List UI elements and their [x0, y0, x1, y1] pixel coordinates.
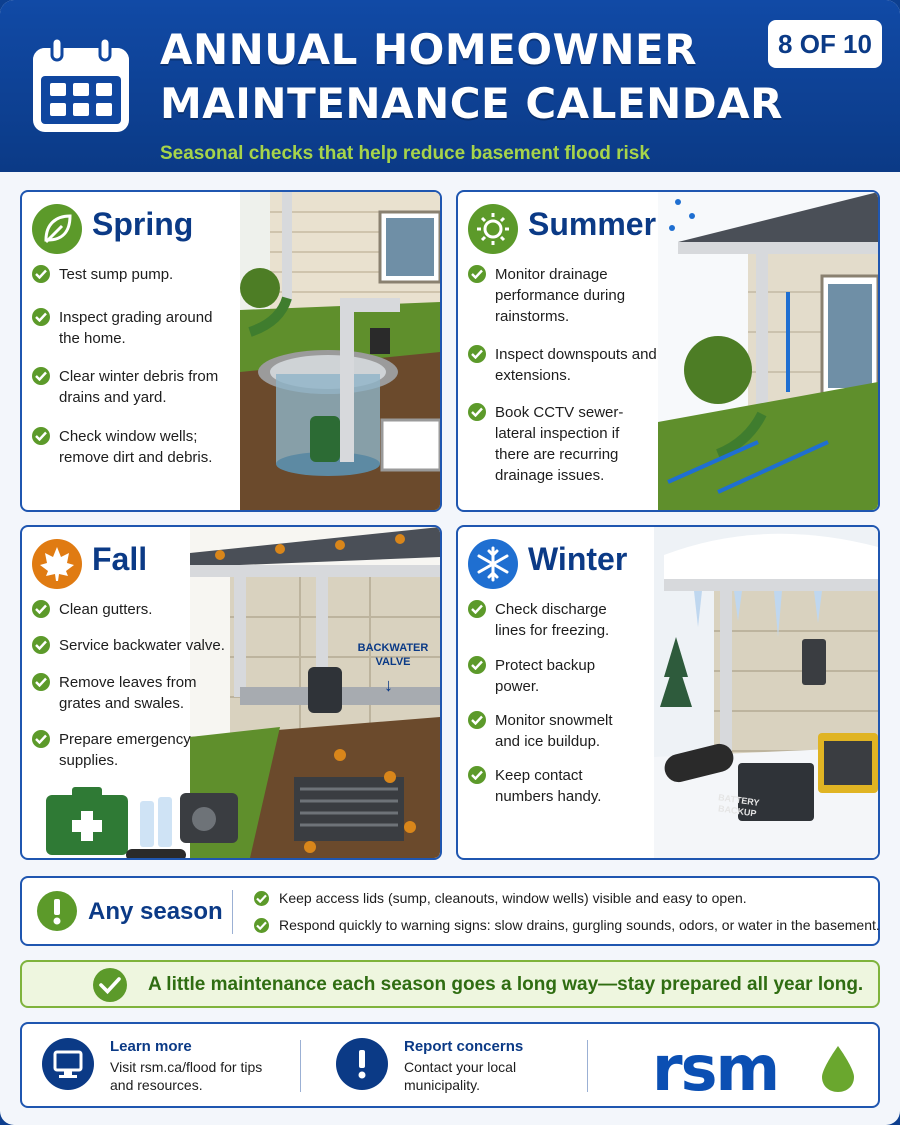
task-text: Prepare emergency supplies.: [59, 731, 191, 769]
divider: [232, 890, 233, 934]
page-subtitle: Seasonal checks that help reduce basement flood risk: [160, 143, 650, 164]
task-item: [32, 366, 232, 408]
task-text: Monitor drainage performance during rainstorms.: [495, 266, 626, 325]
task-text: Monitor snowmelt and ice buildup.: [495, 712, 613, 750]
checkmark-icon: [468, 766, 486, 784]
report-concerns-text: Contact your local municipality.: [404, 1059, 517, 1093]
task-item: [32, 729, 202, 771]
task-item: [468, 599, 638, 641]
season-title-winter: Winter: [528, 541, 628, 577]
checkmark-icon: [468, 345, 486, 363]
maple-leaf-icon: [32, 539, 82, 589]
report-concerns-heading: Report concerns: [404, 1038, 524, 1055]
page-title-line-2: MAINTENANCE CALENDAR: [160, 79, 783, 128]
task-text: Inspect downspouts and extensions.: [495, 346, 657, 384]
task-text: Inspect grading around the home.: [59, 309, 213, 347]
snowflake-icon: [468, 539, 518, 589]
water-drop-icon: [818, 1044, 858, 1094]
checkmark-icon: [32, 308, 50, 326]
task-item: [468, 765, 638, 807]
task-item: [468, 655, 638, 697]
learn-more-heading: Learn more: [110, 1038, 192, 1055]
checkmark-icon: [254, 918, 269, 933]
task-item: [32, 599, 212, 620]
backwater-valve-label: BACKWATER VALVE: [357, 642, 429, 668]
monitor-icon: [42, 1038, 94, 1090]
learn-more-text[interactable]: Visit rsm.ca/flood for tips and resources.: [110, 1059, 263, 1093]
task-text: Protect backup power.: [495, 657, 596, 695]
task-item: [468, 344, 658, 386]
page-title-line-1: ANNUAL HOMEOWNER: [160, 25, 698, 74]
checkmark-icon: [468, 656, 486, 674]
task-text: Clean gutters.: [59, 601, 153, 618]
season-card-winter: [456, 525, 880, 860]
leaf-icon: [32, 204, 82, 254]
any-season-label: Any season: [88, 898, 223, 925]
any-season-item-text: Keep access lids (sump, cleanouts, window wells) visible and easy to open.: [279, 890, 747, 906]
task-text: Check discharge lines for freezing.: [495, 601, 610, 639]
task-text: Check window wells; remove dirt and debris.: [59, 428, 213, 466]
any-season-item: [254, 890, 747, 906]
checkmark-icon: [32, 600, 50, 618]
checkmark-icon: [32, 265, 50, 283]
season-title-spring: Spring: [92, 206, 194, 242]
rsm-logo: rsm: [652, 1032, 779, 1105]
header: [0, 0, 900, 172]
exclamation-icon: [336, 1038, 388, 1090]
task-item: [32, 264, 232, 285]
season-title-fall: Fall: [92, 541, 148, 577]
page-badge: 8 OF 10: [768, 20, 882, 68]
task-item: [468, 402, 648, 486]
checkmark-icon: [32, 427, 50, 445]
footer: [20, 1022, 880, 1108]
checkmark-icon: [92, 967, 128, 1003]
checkmark-icon: [468, 403, 486, 421]
checkmark-icon: [32, 636, 50, 654]
task-item: [468, 264, 658, 327]
closing-message: A little maintenance each season goes a long way—stay prepared all year long.: [148, 974, 864, 995]
season-card-fall: [20, 525, 442, 860]
checkmark-icon: [468, 711, 486, 729]
task-item: [32, 635, 242, 656]
sun-icon: [468, 204, 518, 254]
any-season-panel: [20, 876, 880, 946]
season-card-spring: [20, 190, 442, 512]
task-item: [468, 710, 638, 752]
task-item: [32, 426, 232, 468]
closing-banner: [20, 960, 880, 1008]
checkmark-icon: [254, 891, 269, 906]
checkmark-icon: [468, 265, 486, 283]
any-season-item-text: Respond quickly to warning signs: slow drains, gurgling sounds, odors, or water in the basement.: [279, 917, 880, 933]
checkmark-icon: [468, 600, 486, 618]
checkmark-icon: [32, 673, 50, 691]
season-title-summer: Summer: [528, 206, 657, 242]
checkmark-icon: [32, 730, 50, 748]
task-text: Clear winter debris from drains and yard.: [59, 368, 219, 406]
calendar-icon: [30, 36, 132, 136]
winter-scene-illustration: [654, 527, 878, 858]
emergency-supplies-illustration: [32, 775, 242, 860]
any-season-item: [254, 917, 880, 933]
exclamation-icon: [36, 890, 78, 932]
spring-scene-illustration: [240, 192, 440, 510]
summer-scene-illustration: [658, 192, 878, 510]
task-item: [32, 307, 232, 349]
divider: [300, 1040, 301, 1092]
arrow-down-icon: ↓: [384, 675, 393, 695]
task-text: Service backwater valve.: [59, 637, 225, 654]
task-text: Book CCTV sewer-lateral inspection if there are recurring drainage issues.: [495, 404, 624, 484]
battery-backup-label: BATTERY BACKUP: [717, 792, 761, 819]
task-text: Remove leaves from grates and swales.: [59, 674, 197, 712]
checkmark-icon: [32, 367, 50, 385]
season-card-summer: [456, 190, 880, 512]
divider: [587, 1040, 588, 1092]
task-text: Keep contact numbers handy.: [495, 767, 602, 805]
task-item: [32, 672, 212, 714]
task-text: Test sump pump.: [59, 266, 174, 283]
